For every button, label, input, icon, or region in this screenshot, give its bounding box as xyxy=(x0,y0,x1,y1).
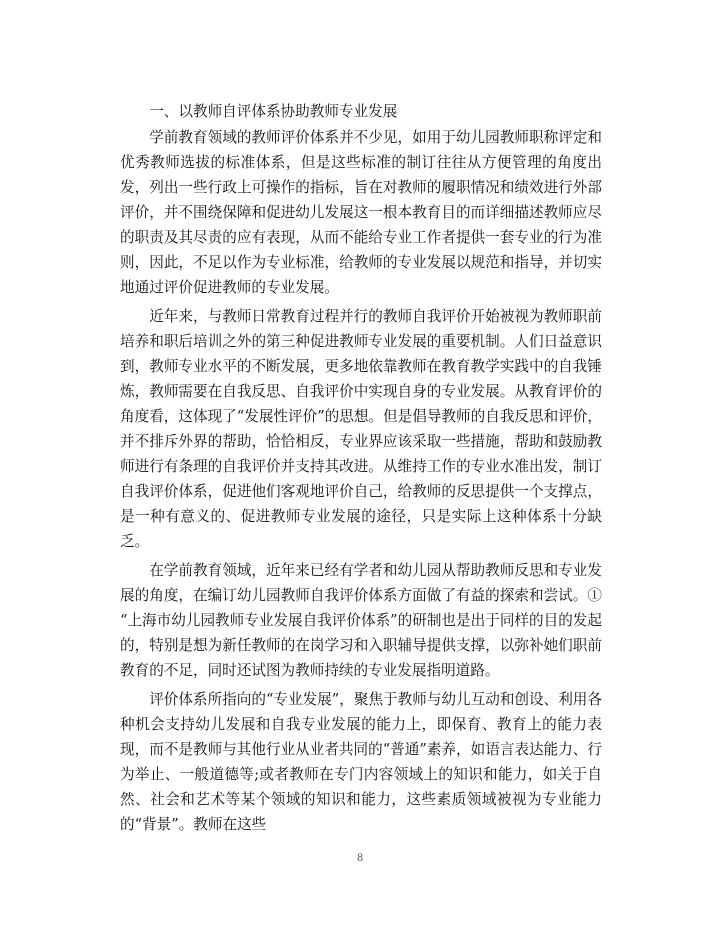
paragraph: 学前教育领域的教师评价体系并不少见，如用于幼儿园教师职称评定和优秀教师选拔的标准体系，但是这些标准的制订往往从方便管理的角度出发，列出一些行政上可操作的指标，旨在对教师的履职情况和绩效进行外部评价，并不围绕保障和促进幼儿发展这一根本教育目的而详细描述教师应尽的职责及其尽责的应有表现，从而不能给专业工作者提供一套专业的行为准则，因此，不足以作为专业标准，给教师的专业发展以规范和指导，并切实地通过评价促进教师的专业发展。 xyxy=(120,129,602,296)
paragraph: 近年来，与教师日常教育过程并行的教师自我评价开始被视为教师职前培养和职后培训之外的第三种促进教师专业发展的重要机制。人们日益意识到，教师专业水平的不断发展，更多地依靠教师在教育教学实践中的自我锤炼，教师需要在自我反思、自我评价中实现自身的专业发展。从教育评价的角度看，这体现了“发展性评价”的思想。但是倡导教师的自我反思和评价，并不排斥外界的帮助，恰恰相反，专业界应该采取一些措施，帮助和鼓励教师进行有条理的自我评价并支持其改进。从维持工作的专业水准出发，制订自我评价体系，促进他们客观地评价自己，给教师的反思提供一个支撑点，是一种有意义的、促进教师专业发展的途径，只是实际上这种体系十分缺乏。 xyxy=(120,308,602,550)
document-body xyxy=(120,98,602,841)
paragraph: 在学前教育领域，近年来已经有学者和幼儿园从帮助教师反思和专业发展的角度，在编订幼儿园教师自我评价体系方面做了有益的探索和尝试。① “上海市幼儿园教师专业发展自我评价体系”的研制也是出于同样的目的发起的，特别是想为新任教师的在岗学习和入职辅导提供支撑，以弥补她们职前教育的不足，同时还试图为教师持续的专业发展指明道路。 xyxy=(120,562,602,679)
section-heading: 一、以教师自评体系协助教师专业发展 xyxy=(149,103,398,120)
paragraph: 评价体系所指向的“专业发展”，聚焦于教师与幼儿互动和创设、利用各种机会支持幼儿发展和自我专业发展的能力上，即保育、教育上的能力表现，而不是教师与其他行业从业者共同的“普通”素养，如语言表达能力、行为举止、一般道德等;或者教师在专门内容领域上的知识和能力，如关于自然、社会和艺术等某个领域的知识和能力，这些素质领域被视为专业能力的“背景”。教师在这些 xyxy=(120,691,602,833)
page-number: 8 xyxy=(356,853,364,864)
